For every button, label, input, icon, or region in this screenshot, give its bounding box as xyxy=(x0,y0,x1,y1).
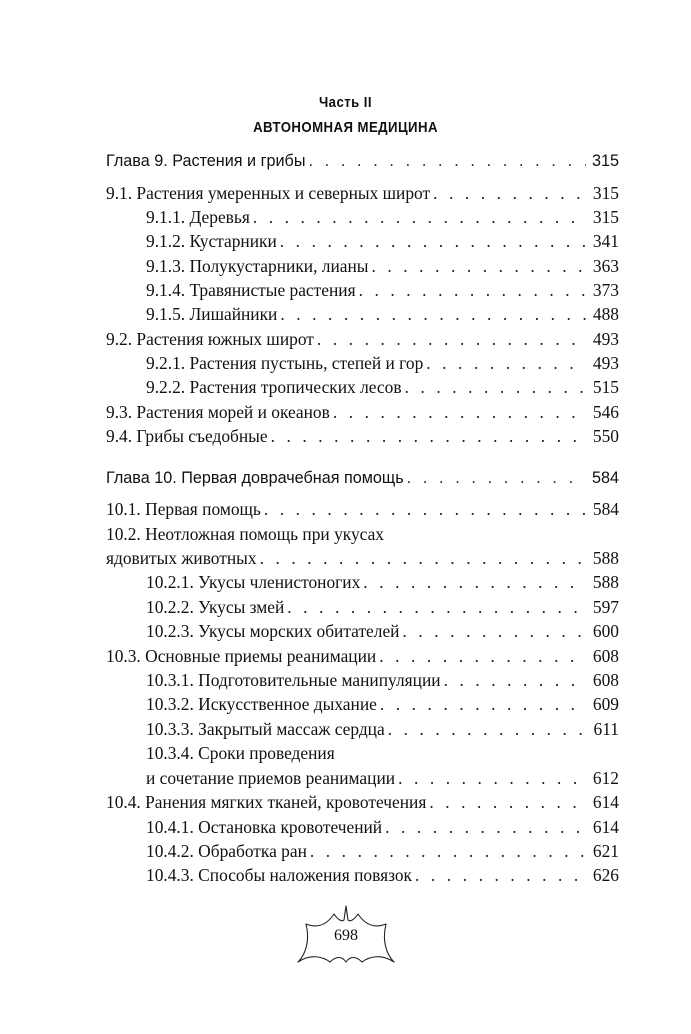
toc-entry-10-2-1[interactable] xyxy=(146,571,619,593)
toc-page: 597 xyxy=(592,597,619,617)
leader-dots xyxy=(380,693,586,715)
toc-title: Глава 9. Растения и грибы xyxy=(106,152,306,170)
toc-title: 10.3. Основные приемы реанимации xyxy=(106,646,377,666)
toc-title: 9.3. Растения морей и океанов xyxy=(106,402,330,422)
toc-title: и сочетание приемов реанимации xyxy=(146,768,396,788)
toc-title: 9.1.2. Кустарники xyxy=(146,231,277,251)
leader-dots xyxy=(385,816,586,838)
leader-dots xyxy=(310,840,586,862)
toc-title: 10.3.1. Подготовительные манипуляции xyxy=(146,670,441,690)
toc-page: 546 xyxy=(592,402,619,422)
toc-entry-9-2-1[interactable] xyxy=(146,352,619,374)
toc-title: 10.1. Первая помощь xyxy=(106,499,261,519)
toc-title: 9.1.5. Лишайники xyxy=(146,304,278,324)
toc-title: Глава 10. Первая доврачебная помощь xyxy=(106,469,404,487)
toc-entry-9-3[interactable] xyxy=(106,401,619,423)
toc-page: 588 xyxy=(592,572,619,592)
toc-entry-9-4[interactable] xyxy=(106,425,619,447)
leader-dots xyxy=(317,328,586,350)
leader-dots xyxy=(253,206,586,228)
toc-chapter-9[interactable] xyxy=(106,150,619,172)
leader-dots xyxy=(402,620,586,642)
part-label: Часть II xyxy=(318,94,373,111)
toc-page: 493 xyxy=(592,329,619,349)
toc-entry-10-3-2[interactable] xyxy=(146,693,619,715)
toc-entry-10-4-1[interactable] xyxy=(146,816,619,838)
toc-page: 621 xyxy=(592,841,619,861)
page-folio xyxy=(296,904,396,966)
toc-entry-9-2-2[interactable] xyxy=(146,376,619,398)
toc-page: 600 xyxy=(592,621,619,641)
toc-entry-9-1-1[interactable] xyxy=(146,206,619,228)
leader-dots xyxy=(280,303,586,325)
toc-title: 10.4.1. Остановка кровотечений xyxy=(146,817,383,837)
toc-entry-10-2-line1[interactable] xyxy=(106,523,619,545)
leader-dots xyxy=(388,718,586,740)
toc-title: 10.4.3. Способы наложения повязок xyxy=(146,865,412,885)
toc-page: 608 xyxy=(592,646,619,666)
toc-entry-10-3-3[interactable] xyxy=(146,718,619,740)
part-title: АВТОНОМНАЯ МЕДИЦИНА xyxy=(253,119,438,136)
toc-chapter-10[interactable] xyxy=(106,467,619,489)
toc-entry-9-1-2[interactable] xyxy=(146,230,619,252)
toc-page: 315 xyxy=(592,207,619,227)
leader-dots xyxy=(260,547,586,569)
toc-title: 9.1. Растения умеренных и северных широт xyxy=(106,183,431,203)
toc-title: 9.1.1. Деревья xyxy=(146,207,250,227)
leader-dots xyxy=(405,376,586,398)
toc-page: 626 xyxy=(592,865,619,885)
toc-entry-9-2[interactable] xyxy=(106,328,619,350)
toc-entry-9-1[interactable] xyxy=(106,182,619,204)
leader-dots xyxy=(280,230,586,252)
toc-title: 10.2.3. Укусы морских обитателей xyxy=(146,621,400,641)
toc-page: 608 xyxy=(592,670,619,690)
toc-title: 9.2.2. Растения тропических лесов xyxy=(146,377,402,397)
toc-page: 612 xyxy=(592,768,619,788)
toc-title: 10.4. Ранения мягких тканей, кровотечения xyxy=(106,792,427,812)
toc-entry-10-2-2[interactable] xyxy=(146,596,619,618)
leader-dots xyxy=(429,791,586,813)
toc-entry-9-1-3[interactable] xyxy=(146,255,619,277)
toc-page: 363 xyxy=(592,256,619,276)
leader-dots xyxy=(359,279,586,301)
leader-dots xyxy=(333,401,586,423)
toc-page: 614 xyxy=(592,817,619,837)
toc-title: 9.2. Растения южных широт xyxy=(106,329,314,349)
leader-dots xyxy=(433,182,586,204)
leader-dots xyxy=(444,669,586,691)
leader-dots xyxy=(264,498,586,520)
leader-dots xyxy=(398,767,586,789)
toc-entry-10-4[interactable] xyxy=(106,791,619,813)
toc-title: 9.1.3. Полукустарники, лианы xyxy=(146,256,369,276)
toc-entry-10-4-2[interactable] xyxy=(146,840,619,862)
toc-page: 550 xyxy=(592,426,619,446)
toc-entry-10-3-4-line2[interactable] xyxy=(146,767,619,789)
leader-dots xyxy=(379,645,586,667)
toc-title: 9.2.1. Растения пустынь, степей и гор xyxy=(146,353,424,373)
toc-page: 614 xyxy=(592,792,619,812)
toc-page: 588 xyxy=(592,548,619,568)
toc-title: 10.2.1. Укусы членистоногих xyxy=(146,572,361,592)
leader-dots xyxy=(287,596,586,618)
toc-entry-10-1[interactable] xyxy=(106,498,619,520)
toc-title: 9.1.4. Травянистые растения xyxy=(146,280,356,300)
toc-entry-10-3-1[interactable] xyxy=(146,669,619,691)
toc-page: 515 xyxy=(592,377,619,397)
toc-page: 584 xyxy=(591,469,619,487)
toc-title: 9.4. Грибы съедобные xyxy=(106,426,268,446)
leader-dots xyxy=(363,571,586,593)
toc-page: 341 xyxy=(592,231,619,251)
toc-title: 10.3.2. Искусственное дыхание xyxy=(146,694,377,714)
toc-entry-10-2-line2[interactable] xyxy=(106,547,619,569)
leader-dots xyxy=(371,255,586,277)
toc-page: 584 xyxy=(592,499,619,519)
toc-title: 10.4.2. Обработка ран xyxy=(146,841,307,861)
leader-dots xyxy=(407,467,586,489)
toc-page: 315 xyxy=(592,183,619,203)
toc-page: 373 xyxy=(592,280,619,300)
toc-page: 609 xyxy=(592,694,619,714)
toc-entry-9-1-5[interactable] xyxy=(146,303,619,325)
toc-page: 488 xyxy=(592,304,619,324)
leader-dots xyxy=(308,150,586,172)
page-number: 698 xyxy=(334,927,358,944)
toc-page: 493 xyxy=(592,353,619,373)
toc-page: 315 xyxy=(591,152,619,170)
toc-title: 10.3.3. Закрытый массаж сердца xyxy=(146,719,385,739)
toc-entry-10-3-4-line1[interactable] xyxy=(146,742,619,764)
toc-title: 10.3.4. Сроки проведения xyxy=(146,743,335,763)
toc-title: ядовитых животных xyxy=(106,548,257,568)
toc-page: 611 xyxy=(593,719,619,739)
toc-entry-9-1-4[interactable] xyxy=(146,279,619,301)
toc-entry-10-4-3[interactable] xyxy=(146,864,619,886)
toc-title: 10.2.2. Укусы змей xyxy=(146,597,285,617)
leader-dots xyxy=(415,864,586,886)
toc-entry-10-2-3[interactable] xyxy=(146,620,619,642)
leader-dots xyxy=(426,352,586,374)
toc-entry-10-3[interactable] xyxy=(106,645,619,667)
leader-dots xyxy=(271,425,586,447)
toc-title: 10.2. Неотложная помощь при укусах xyxy=(106,524,385,544)
